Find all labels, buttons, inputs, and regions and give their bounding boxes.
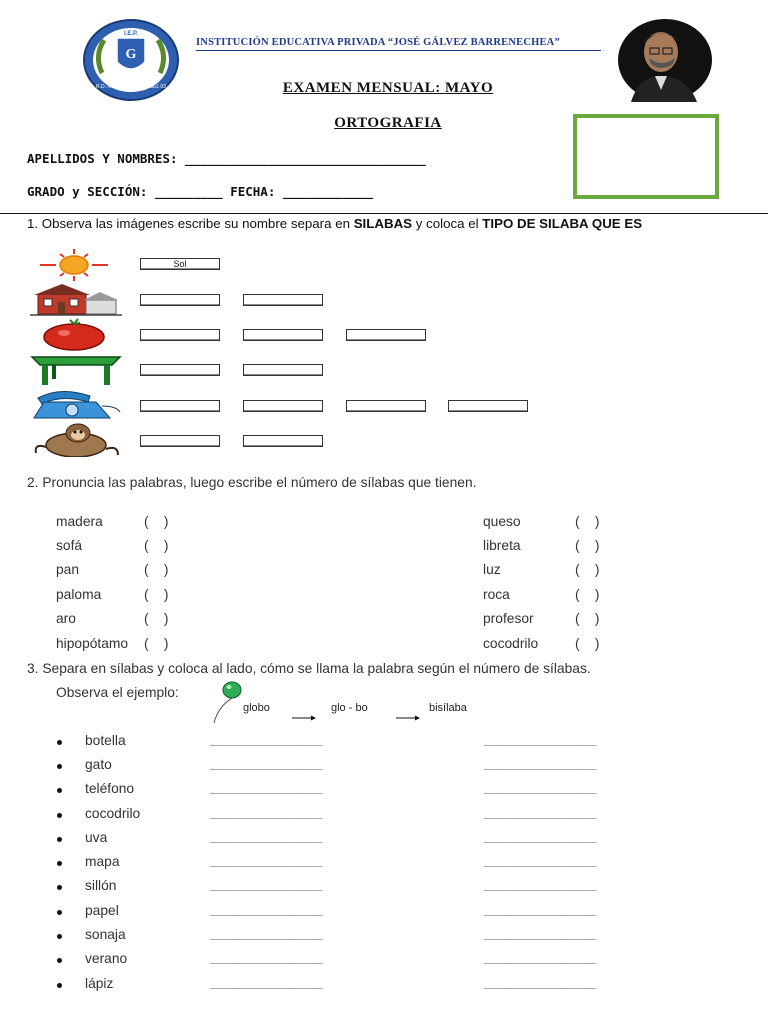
bullet	[57, 788, 62, 793]
syllable-blank[interactable]: _________________	[210, 951, 323, 964]
telephone-icon	[30, 388, 122, 422]
example-type: bisílaba	[429, 702, 467, 714]
q1-text-b: y coloca el	[412, 216, 483, 231]
word-item: uva	[85, 830, 108, 845]
answer-box[interactable]	[140, 329, 220, 341]
answer-box[interactable]	[140, 294, 220, 306]
syllable-blank[interactable]: _________________	[210, 854, 323, 867]
example-split: glo - bo	[331, 702, 368, 714]
bullet	[57, 813, 62, 818]
svg-text:G: G	[125, 47, 137, 62]
word-item: mapa	[85, 854, 120, 869]
sun-icon	[30, 248, 122, 282]
word-item: cocodrilo	[85, 806, 141, 821]
bullet	[57, 837, 62, 842]
answer-box[interactable]	[346, 329, 426, 341]
bullet	[57, 861, 62, 866]
syllable-blank[interactable]: _________________	[210, 903, 323, 916]
syllable-count-field[interactable]: ( )	[575, 611, 600, 626]
syllable-blank[interactable]: _________________	[210, 806, 323, 819]
classification-blank[interactable]: _________________	[484, 878, 597, 891]
logo-subtext: R.D. Nº 1965-DREC - UGEL 03	[96, 84, 166, 90]
word-left: hipopótamo	[56, 636, 129, 651]
classification-blank[interactable]: _________________	[484, 903, 597, 916]
answer-box[interactable]	[140, 400, 220, 412]
classification-blank[interactable]: _________________	[484, 757, 597, 770]
answer-box[interactable]	[140, 364, 220, 376]
word-item: teléfono	[85, 781, 135, 796]
classification-blank[interactable]: _________________	[484, 830, 597, 843]
names-field[interactable]: APELLIDOS Y NOMBRES: ________________________________	[27, 151, 426, 166]
classification-blank[interactable]: _________________	[484, 854, 597, 867]
word-left: madera	[56, 514, 103, 529]
word-item: lápiz	[85, 976, 114, 991]
word-right: luz	[483, 562, 501, 577]
syllable-count-field[interactable]: ( )	[144, 587, 169, 602]
example-label: Observa el ejemplo:	[56, 685, 179, 700]
exam-title: EXAMEN MENSUAL: MAYO	[282, 80, 494, 96]
word-left: pan	[56, 562, 80, 577]
word-left: sofá	[56, 538, 83, 553]
example-answer: Sol	[173, 259, 187, 269]
tomato-icon	[30, 318, 122, 352]
syllable-count-field[interactable]: ( )	[144, 636, 169, 651]
classification-blank[interactable]: _________________	[484, 806, 597, 819]
syllable-count-field[interactable]: ( )	[144, 611, 169, 626]
table-icon	[30, 353, 122, 387]
answer-box[interactable]	[346, 400, 426, 412]
grade-date-field[interactable]: GRADO y SECCIÓN: _________ FECHA: ____________	[27, 184, 374, 199]
syllable-blank[interactable]: _________________	[210, 927, 323, 940]
balloon-icon	[204, 681, 244, 725]
answer-box[interactable]	[243, 364, 323, 376]
q1-bold-syllables: SILABAS	[353, 216, 413, 231]
word-left: aro	[56, 611, 76, 626]
syllable-blank[interactable]: _________________	[210, 781, 323, 794]
syllable-count-field[interactable]: ( )	[575, 587, 600, 602]
word-right: profesor	[483, 611, 534, 626]
answer-box-sol[interactable]	[140, 258, 220, 270]
word-item: botella	[85, 733, 126, 748]
q1-text-a: 1. Observa las imágenes escribe su nombre separa en	[27, 216, 354, 231]
answer-box[interactable]	[243, 329, 323, 341]
bullet	[57, 740, 62, 745]
syllable-blank[interactable]: _________________	[210, 976, 323, 989]
word-item: gato	[85, 757, 112, 772]
syllable-blank[interactable]: _________________	[210, 757, 323, 770]
word-right: libreta	[483, 538, 521, 553]
photo-box	[573, 114, 719, 199]
question-1	[27, 216, 642, 231]
word-right: roca	[483, 587, 510, 602]
classification-blank[interactable]: _________________	[484, 781, 597, 794]
word-right: queso	[483, 514, 521, 529]
classification-blank[interactable]: _________________	[484, 976, 597, 989]
bullet	[57, 910, 62, 915]
syllable-count-field[interactable]: ( )	[575, 636, 600, 651]
answer-box[interactable]	[243, 400, 323, 412]
syllable-count-field[interactable]: ( )	[144, 514, 169, 529]
bullet	[57, 934, 62, 939]
word-item: sonaja	[85, 927, 126, 942]
answer-box[interactable]	[243, 435, 323, 447]
q1-bold-type: TIPO DE SILABA QUE ES	[482, 216, 643, 231]
monkey-icon	[30, 423, 122, 457]
syllable-blank[interactable]: _________________	[210, 830, 323, 843]
syllable-count-field[interactable]: ( )	[575, 514, 600, 529]
syllable-count-field[interactable]: ( )	[575, 538, 600, 553]
bullet	[57, 958, 62, 963]
classification-blank[interactable]: _________________	[484, 733, 597, 746]
bullet	[57, 885, 62, 890]
question-2: 2. Pronuncia las palabras, luego escribe el número de sílabas que tienen.	[27, 475, 477, 490]
bullet	[57, 764, 62, 769]
house-icon	[30, 282, 122, 316]
word-item: verano	[85, 951, 128, 966]
syllable-blank[interactable]: _________________	[210, 733, 323, 746]
arrow-right-icon	[292, 708, 316, 714]
answer-box[interactable]	[140, 435, 220, 447]
word-item: papel	[85, 903, 119, 918]
classification-blank[interactable]: _________________	[484, 951, 597, 964]
institution-name: INSTITUCIÓN EDUCATIVA PRIVADA “JOSÉ GÁLVEZ BARRENECHEA”	[196, 37, 560, 48]
word-left: paloma	[56, 587, 102, 602]
arrow-right-icon	[396, 708, 420, 714]
bullet	[57, 983, 62, 988]
word-right: cocodrilo	[483, 636, 539, 651]
subject-title: ORTOGRAFIA	[334, 115, 442, 131]
word-item: sillón	[85, 878, 117, 893]
syllable-count-field[interactable]: ( )	[575, 562, 600, 577]
syllable-count-field[interactable]: ( )	[144, 562, 169, 577]
classification-blank[interactable]: _________________	[484, 927, 597, 940]
logo-text: I.E.P.	[124, 31, 138, 37]
syllable-count-field[interactable]: ( )	[144, 538, 169, 553]
answer-box[interactable]	[448, 400, 528, 412]
answer-box[interactable]	[243, 294, 323, 306]
institution-underline	[196, 50, 601, 51]
divider	[0, 213, 768, 214]
question-3: 3. Separa en sílabas y coloca al lado, cómo se llama la palabra según el número de sílabas.	[27, 661, 591, 676]
example-word: globo	[243, 702, 270, 714]
syllable-blank[interactable]: _________________	[210, 878, 323, 891]
